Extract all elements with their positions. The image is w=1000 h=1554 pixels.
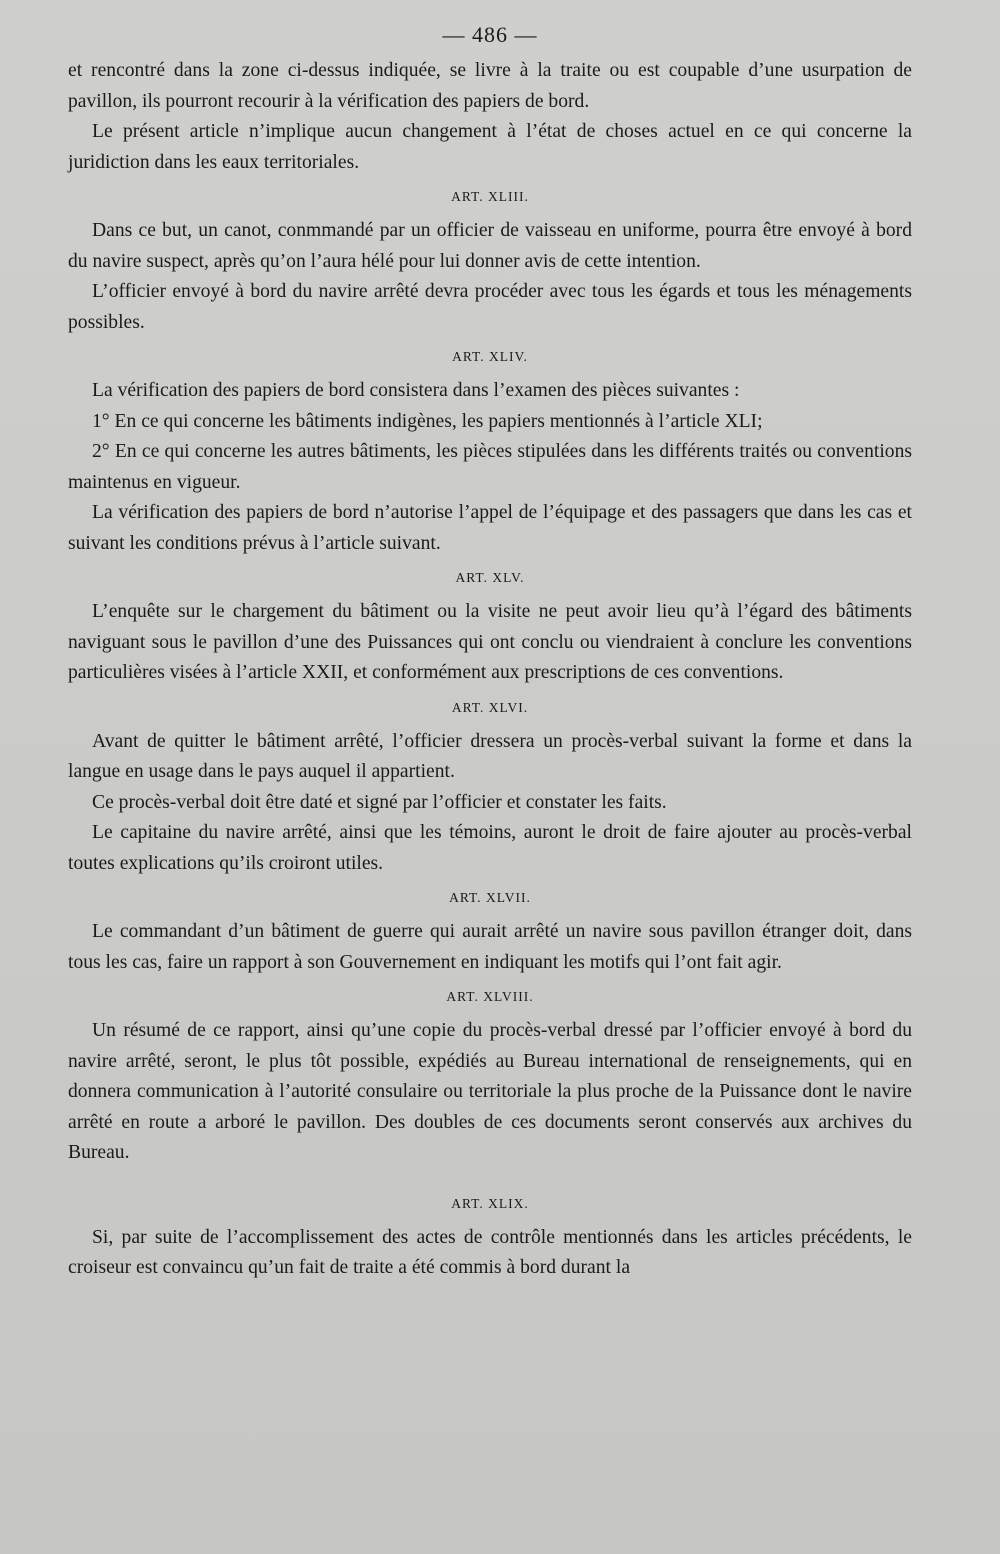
article-heading-xlix: ART. XLIX.: [451, 1195, 529, 1211]
article-heading-xlvii: ART. XLVII.: [449, 890, 531, 905]
article-xlvi-paragraph-1: Avant de quitter le bâtiment arrêté, l’officier dressera un procès-verbal suivant la forme et dans la langue en usage dans le pays auquel il appartient.: [68, 730, 912, 782]
article-xliii-paragraph-2: L’officier envoyé à bord du navire arrêté devra procéder avec tous les égards et tous les ménagements possibles.: [68, 281, 912, 333]
article-xlv-paragraph-1: L’enquête sur le chargement du bâtiment ou la visite ne peut avoir lieu qu’à l’égard des bâtiments naviguant sous le pavillon d’une des Puissances qui ont conclu ou viendraient à conclure les conventions particulières visées à l’article XXII, et conformément aux prescriptions de ces conventions.: [68, 601, 912, 683]
page-number: — 486 —: [442, 22, 538, 47]
article-xlix-paragraph-1: Si, par suite de l’accomplissement des actes de contrôle mentionnés dans les articles précédents, le croiseur est convaincu qu’un fait de traite a été commis à bord durant la: [68, 1226, 912, 1278]
article-xlvi-paragraph-3: Le capitaine du navire arrêté, ainsi que les témoins, auront le droit de faire ajouter au procès-verbal toutes explications qu’ils croiront utiles.: [68, 822, 912, 874]
intro-paragraph-1: et rencontré dans la zone ci-dessus indiquée, se livre à la traite ou est coupable d’une usurpation de pavillon, ils pourront recourir à la vérification des papiers de bord.: [68, 60, 912, 112]
article-heading-xliv: ART. XLIV.: [452, 349, 528, 364]
intro-paragraph-2: Le présent article n’implique aucun changement à l’état de choses actuel en ce qui concerne la juridiction dans les eaux territoriales.: [68, 121, 912, 173]
article-xliv-paragraph-4: La vérification des papiers de bord n’autorise l’appel de l’équipage et des passagers que dans les cas et suivant les conditions prévus à l’article suivant.: [68, 502, 912, 554]
article-heading-xlv: ART. XLV.: [455, 570, 525, 585]
article-xliii-paragraph-1: Dans ce but, un canot, conmmandé par un officier de vaisseau en uniforme, pourra être envoyé à bord du navire suspect, après qu’on l’aura hélé pour lui donner avis de cette intention.: [68, 220, 912, 272]
article-xlviii-paragraph-1: Un résumé de ce rapport, ainsi qu’une copie du procès-verbal dressé par l’officier envoyé à bord du navire arrêté, seront, le plus tôt possible, expédiés au Bureau international de renseignements, qui en donnera communication à l’autorité consulaire ou territoriale la plus proche de la Puissance dont le navire arrêté en route a arboré le pavillon. Des doubles de ces documents seront conservés aux archives du Bureau.: [68, 1020, 912, 1163]
article-heading-xlviii: ART. XLVIII.: [446, 989, 534, 1004]
article-xliv-paragraph-2: 1° En ce qui concerne les bâtiments indigènes, les papiers mentionnés à l’article XLI;: [92, 410, 763, 432]
article-xliv-paragraph-3: 2° En ce qui concerne les autres bâtiments, les pièces stipulées dans les différents traités ou conventions maintenus en vigueur.: [68, 441, 912, 493]
article-xlvi-paragraph-2: Ce procès-verbal doit être daté et signé par l’officier et constater les faits.: [92, 791, 667, 813]
article-xlvii-paragraph-1: Le commandant d’un bâtiment de guerre qui aurait arrêté un navire sous pavillon étranger doit, dans tous les cas, faire un rapport à son Gouvernement en indiquant les motifs qui l’ont fait agir.: [68, 921, 912, 973]
article-heading-xliii: ART. XLIII.: [451, 189, 529, 204]
article-xliv-paragraph-1: La vérification des papiers de bord consistera dans l’examen des pièces suivantes :: [92, 380, 740, 401]
article-heading-xlvi: ART. XLVI.: [451, 699, 529, 715]
